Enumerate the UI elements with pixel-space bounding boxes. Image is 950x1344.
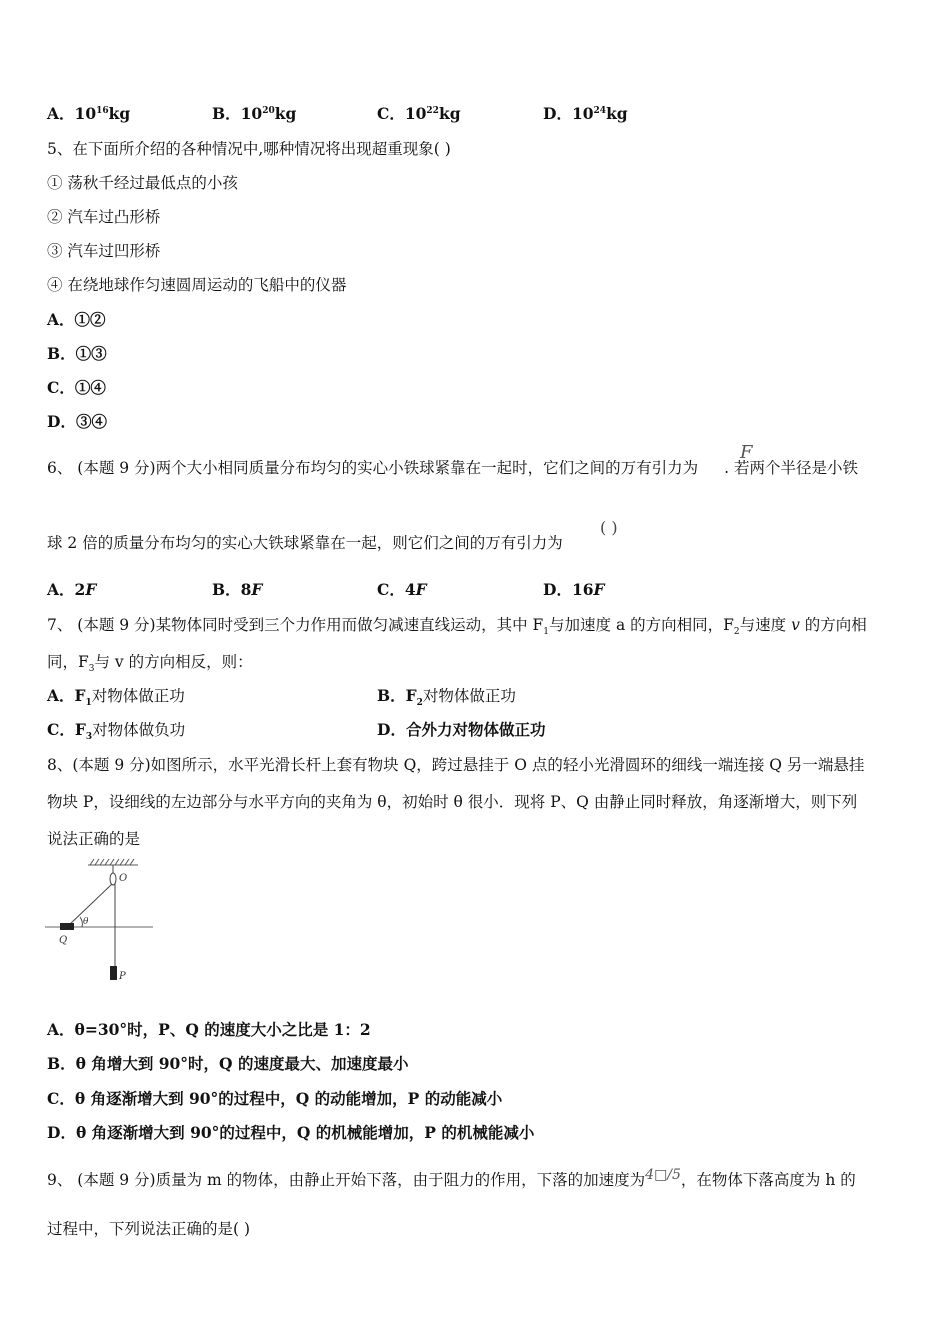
label-q: Q	[59, 935, 68, 946]
q9-math: 4□/5	[645, 1167, 681, 1183]
q7-option-b[interactable]: B．$F_2$对物体做正功	[377, 686, 516, 709]
q7-stem-line1: 7、 (本题 9 分)某物体同时受到三个力作用而做匀减速直线运动，其中 $F_1$与加速度 a 的方向相同，$F_2$与速度 v 的方向相	[47, 616, 867, 638]
q5-stem: 5、在下面所介绍的各种情况中,哪种情况将出现超重现象( )	[47, 140, 451, 158]
q4-option-a[interactable]: A．$10^{16}kg$	[47, 104, 131, 123]
q6-stem-a: 6、 (本题 9 分)两个大小相同质量分布均匀的实心小铁球紧靠在一起时，它们之间的万有引力为	[47, 459, 699, 477]
q6-option-b[interactable]: B．8F	[212, 580, 263, 599]
q6-option-a[interactable]: A．2F	[47, 580, 97, 599]
q9-stem-line2: 过程中，下列说法正确的是( )	[47, 1220, 251, 1238]
q6-stem-c: 球 2 倍的质量分布均匀的实心大铁球紧靠在一起，则它们之间的万有引力为	[47, 534, 563, 552]
label-theta: θ	[83, 917, 89, 927]
q5-item-4: ④ 在绕地球作匀速圆周运动的飞船中的仪器	[47, 276, 347, 294]
q8-stem-line1: 8、(本题 9 分)如图所示，水平光滑长杆上套有物块 Q，跨过悬挂于 O 点的轻小光滑圆环的细线一端连接 Q 另一端悬挂	[47, 756, 865, 774]
theta-arc	[80, 917, 82, 927]
label-o: O	[119, 873, 128, 884]
q6-option-c[interactable]: C．4F	[377, 580, 427, 599]
q4-option-c[interactable]: C．$10^{22}kg$	[377, 104, 461, 123]
string-left	[68, 884, 112, 926]
q7-option-d[interactable]: D．合外力对物体做正功	[377, 720, 546, 739]
q8-option-c[interactable]: C．θ 角逐渐增大到 90°的过程中，Q 的动能增加，P 的动能减小	[47, 1089, 503, 1108]
q5-option-d[interactable]: D．③④	[47, 412, 107, 431]
q8-stem-line3: 说法正确的是	[47, 830, 141, 848]
q8-option-b[interactable]: B．θ 角增大到 90°时，Q 的速度最大、加速度最小	[47, 1054, 409, 1073]
q5-option-c[interactable]: C．①④	[47, 378, 106, 397]
q5-item-1: ① 荡秋千经过最低点的小孩	[47, 174, 238, 192]
q4-option-b[interactable]: B．$10^{20}kg$	[212, 104, 297, 123]
q5-item-3: ③ 汽车过凹形桥	[47, 242, 161, 260]
q6-stem-line1	[47, 456, 858, 478]
q4-option-d[interactable]: D．$10^{24}kg$	[543, 104, 628, 123]
label-p: P	[119, 971, 126, 982]
ceiling-hatch	[88, 859, 138, 865]
q6-math-f: F	[740, 442, 753, 463]
block-p	[110, 966, 117, 980]
q6-option-d[interactable]: D．16F	[543, 580, 605, 599]
q9-stem-line1: 9、 (本题 9 分)质量为 m 的物体，由静止开始下落，由于阻力的作用，下落的加速度为4□/5，在物体下落高度为 h 的	[47, 1167, 856, 1189]
q7-option-c[interactable]: C．$F_3$对物体做负功	[47, 720, 186, 743]
q5-option-a[interactable]: A．①②	[47, 310, 106, 329]
q8-figure	[40, 855, 165, 985]
ring-icon	[110, 873, 116, 885]
q6-blank-paren: ( )	[600, 518, 618, 537]
q8-option-d[interactable]: D．θ 角逐渐增大到 90°的过程中，Q 的机械能增加，P 的机械能减小	[47, 1123, 535, 1142]
q7-stem-line2: 同，$F_3$与 v 的方向相反，则：	[47, 653, 253, 675]
q5-item-2: ② 汽车过凸形桥	[47, 208, 161, 226]
q7-option-a[interactable]: A．$F_1$对物体做正功	[47, 686, 185, 709]
q6-stem-b: . 若两个半径是小铁	[724, 459, 858, 477]
q8-stem-line2: 物块 P，设细线的左边部分与水平方向的夹角为 θ，初始时 θ 很小．现将 P、Q 由静止同时释放，角逐渐增大，则下列	[47, 793, 858, 811]
block-q	[60, 923, 74, 930]
q5-option-b[interactable]: B．①③	[47, 344, 107, 363]
q8-option-a[interactable]: A．θ=30°时，P、Q 的速度大小之比是 1：2	[47, 1020, 371, 1039]
